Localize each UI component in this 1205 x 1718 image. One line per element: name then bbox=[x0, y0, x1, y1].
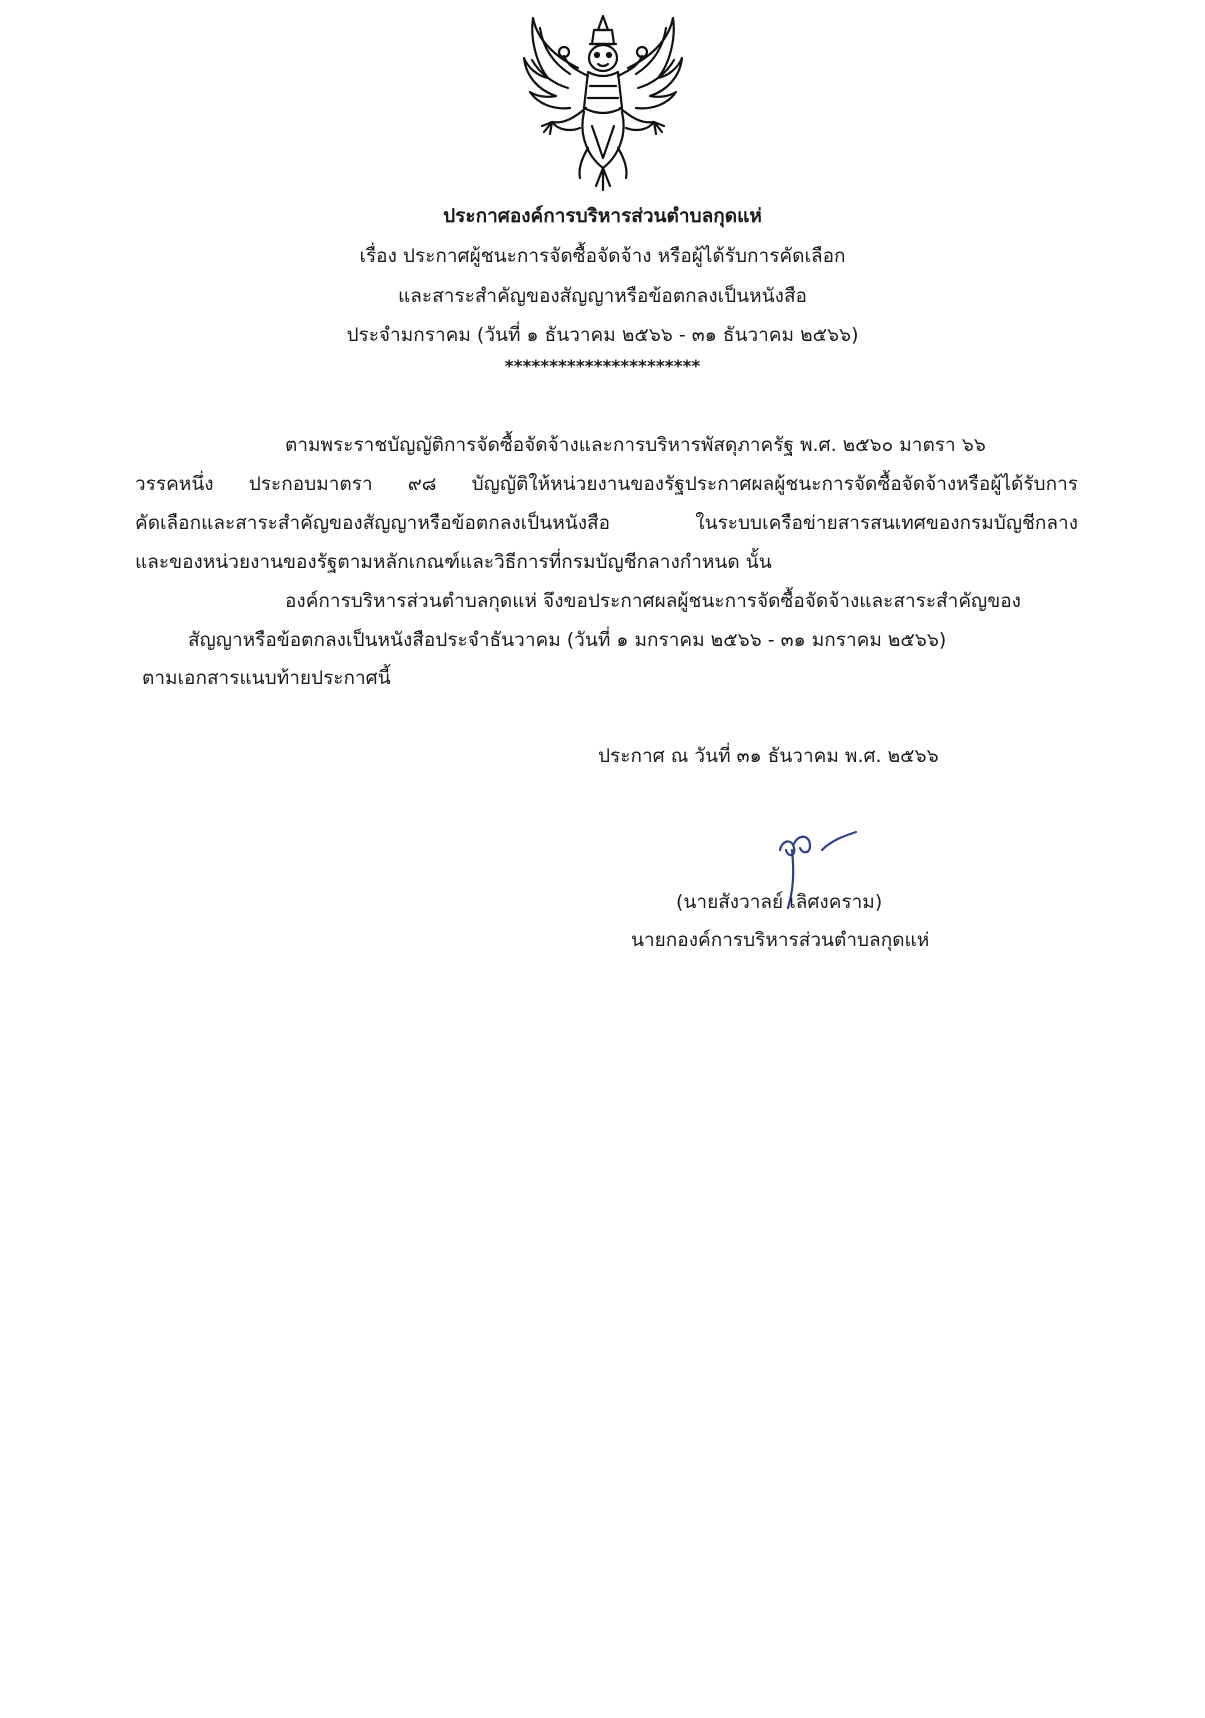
signer-position: นายกองค์การบริหารส่วนตำบลกุดแห่ bbox=[631, 929, 930, 951]
announcement-title: ประกาศองค์การบริหารส่วนตำบลกุดแห่ bbox=[443, 205, 762, 227]
signer-name: (นายสังวาลย์ เลิศงคราม) bbox=[676, 891, 883, 913]
paragraph2-line3: ตามเอกสารแนบท้ายประกาศนี้ bbox=[142, 667, 391, 689]
paragraph1-line4: และของหน่วยงานของรัฐตามหลักเกณฑ์และวิธีการที่กรมบัญชีกลางกำหนด นั้น bbox=[135, 551, 772, 573]
paragraph1-line3: คัดเลือกและสาระสำคัญของสัญญาหรือข้อตกลงเป็นหนังสือ ในระบบเครือข่ายสารสนเทศของกรมบัญชีกลาง bbox=[135, 512, 1078, 534]
paragraph2-line2: สัญญาหรือข้อตกลงเป็นหนังสือประจำธันวาคม (วันที่ ๑ มกราคม ๒๕๖๖ - ๓๑ มกราคม ๒๕๖๖) bbox=[188, 629, 947, 651]
announcement-date: ประกาศ ณ วันที่ ๓๑ ธันวาคม พ.ศ. ๒๕๖๖ bbox=[598, 745, 939, 767]
subject-line-1: เรื่อง ประกาศผู้ชนะการจัดซื้อจัดจ้าง หรือผู้ได้รับการคัดเลือก bbox=[359, 245, 846, 267]
separator-stars: ********************** bbox=[504, 357, 701, 377]
paragraph1-line1: ตามพระราชบัญญัติการจัดซื้อจัดจ้างและการบริหารพัสดุภาครัฐ พ.ศ. ๒๕๖๐ มาตรา ๖๖ bbox=[285, 434, 986, 456]
garuda-emblem-icon bbox=[518, 8, 688, 198]
period-line: ประจำมกราคม (วันที่ ๑ ธันวาคม ๒๕๖๖ - ๓๑ ธันวาคม ๒๕๖๖) bbox=[346, 324, 859, 346]
paragraph1-line2: วรรคหนึ่ง ประกอบมาตรา ๙๘ บัญญัติให้หน่วยงานของรัฐประกาศผลผู้ชนะการจัดซื้อจัดจ้างหรือผู้ได้รับการ bbox=[135, 473, 1078, 495]
paragraph2-line1: องค์การบริหารส่วนตำบลกุดแห่ จึงขอประกาศผลผู้ชนะการจัดซื้อจัดจ้างและสาระสำคัญของ bbox=[285, 590, 1021, 612]
subject-line-2: และสาระสำคัญของสัญญาหรือข้อตกลงเป็นหนังสือ bbox=[398, 285, 807, 307]
